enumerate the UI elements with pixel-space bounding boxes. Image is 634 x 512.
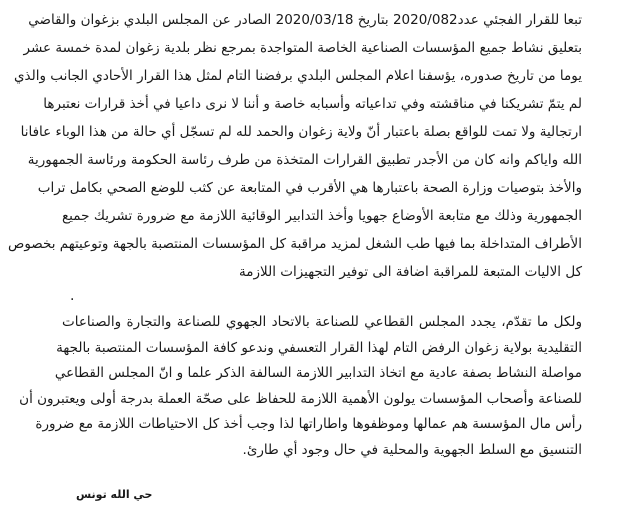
paragraph1-line: الأطراف المتداخلة بما فيها طب الشغل لمزيد مراقبة كل المؤسسات المنتصبة بالجهة وتوعيتهم بخصوص [8,236,582,252]
paragraph2-line: رأس مال المؤسسة هم عمالها وموظفوها واطاراتها لذا وجب أخذ كل الاحتياطات اللازمة مع ضرورة [35,416,582,432]
separator-dot: . [70,288,75,304]
paragraph1-line: الله واياكم وانه كان من الأجدر تطبيق القرارات المتخذة من طرف رئاسة الحكومة ورئاسة الجمهورية [27,152,582,168]
paragraph1-line: تبعا للقرار الفجئي عدد2020/082 بتاريخ 2020/03/18 الصادر عن المجلس البلدي بزغوان والقاضي [28,12,582,28]
paragraph1-line: لم يتمّ تشريكنا في مناقشته وفي تداعياته وأسبابه خاصة و أننا لا نرى داعيا في أخذ قرارات نعتبرها [43,96,582,112]
paragraph1-line: الجمهورية وذلك مع متابعة الأوضاع جهويا وأخذ التدابير الوقائية اللازمة مع ضرورة تشريك جميع [62,208,582,224]
paragraph1-line: ارتجالية ولا تمت للواقع بصلة باعتبار أنّ ولاية زغوان والحمد لله لم تسجّل أي حالة من هذا الوباء عافانا [20,124,582,140]
paragraph2-line: للصناعة وأصحاب المؤسسات يولون الأهمية اللازمة للحفاظ على صحّة العملة بدرجة أولى ويعتبرون أن [19,390,582,407]
paragraph2-line: ولكل ما تقدّم، يجدد المجلس القطاعي للصناعة بالاتحاد الجهوي للصناعة والتجارة والصناعات [62,314,582,330]
paragraph2-line: مواصلة النشاط بصفة عادية مع اتخاذ التدابير اللازمة السالفة الذكر علما و انّ المجلس القطاعي [54,365,582,381]
signature: حي الله تونس [76,488,153,501]
paragraph1-line: يوما من تاريخ صدوره، يؤسفنا اعلام المجلس البلدي برفضنا التام لمثل هذا القرار الأحادي الجانب والذي [13,68,582,84]
paragraph1-line: بتعليق نشاط جميع المؤسسات الصناعية الخاصة المتواجدة بمرجع نظر بلدية زغوان لمدة خمسة عشر [23,40,582,56]
paragraph2-line: التقليدية بولاية زغوان الرفض التام لهذا القرار التعسفي وندعو كافة المؤسسات المنتصبة بالجهة [56,339,582,356]
paragraph1-line: والأخذ بتوصيات وزارة الصحة باعتبارها هي الأقرب في المتابعة عن كثب للوضع الصحي بكامل تراب [37,180,582,196]
paragraph1-line: كل الاليات المتبعة للمراقبة اضافة الى توفير التجهيزات اللازمة [239,264,582,280]
paragraph2-line: التنسيق مع السلط الجهوية والمحلية في حال وجود أي طارئ. [242,441,582,458]
